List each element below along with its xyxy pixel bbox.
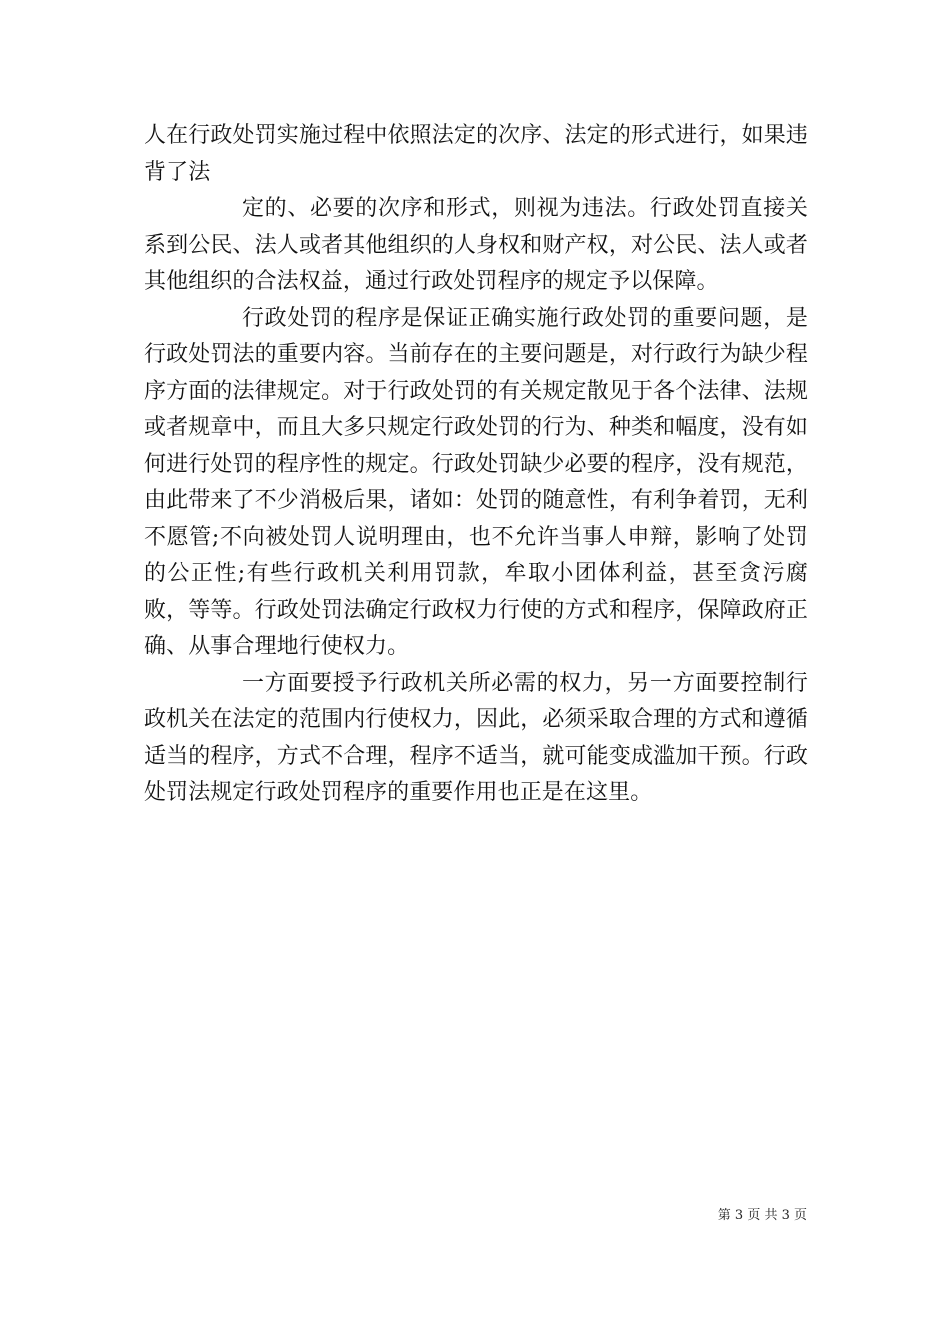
page-number: 第 3 页 共 3 页 [717,1208,807,1223]
paragraph-3: 行政处罚的程序是保证正确实施行政处罚的重要问题，是行政处罚法的重要内容。当前存在的主要问题是，对行政行为缺少程序方面的法律规定。对于行政处罚的有关规定散见于各个法律、法规或者规章中，而且大多只规定行政处罚的行为、种类和幅度，没有如何进行处罚的程序性的规定。行政处罚缺少必要的程序，没有规范，由此带来了不少消极后果，诸如：处罚的随意性，有利争着罚，无利不愿管;不向被处罚人说明理由，也不允许当事人申辩，影响了处罚的公正性;有些行政机关利用罚款，牟取小团体利益，甚至贪污腐败，等等。行政处罚法确定行政权力行使的方式和程序，保障政府正确、从事合理地行使权力。 [144,305,808,659]
paragraph-1: 人在行政处罚实施过程中依照法定的次序、法定的形式进行，如果违背了法 [144,123,808,185]
paragraph-2: 定的、必要的次序和形式，则视为违法。行政处罚直接关系到公民、法人或者其他组织的人身权和财产权，对公民、法人或者其他组织的合法权益，通过行政处罚程序的规定予以保障。 [144,196,808,294]
paragraph-4: 一方面要授予行政机关所必需的权力，另一方面要控制行政机关在法定的范围内行使权力，因此，必须采取合理的方式和遵循适当的程序，方式不合理，程序不适当，就可能变成滥加干预。行政处罚法规定行政处罚程序的重要作用也正是在这里。 [144,670,808,805]
document-body [144,118,808,812]
